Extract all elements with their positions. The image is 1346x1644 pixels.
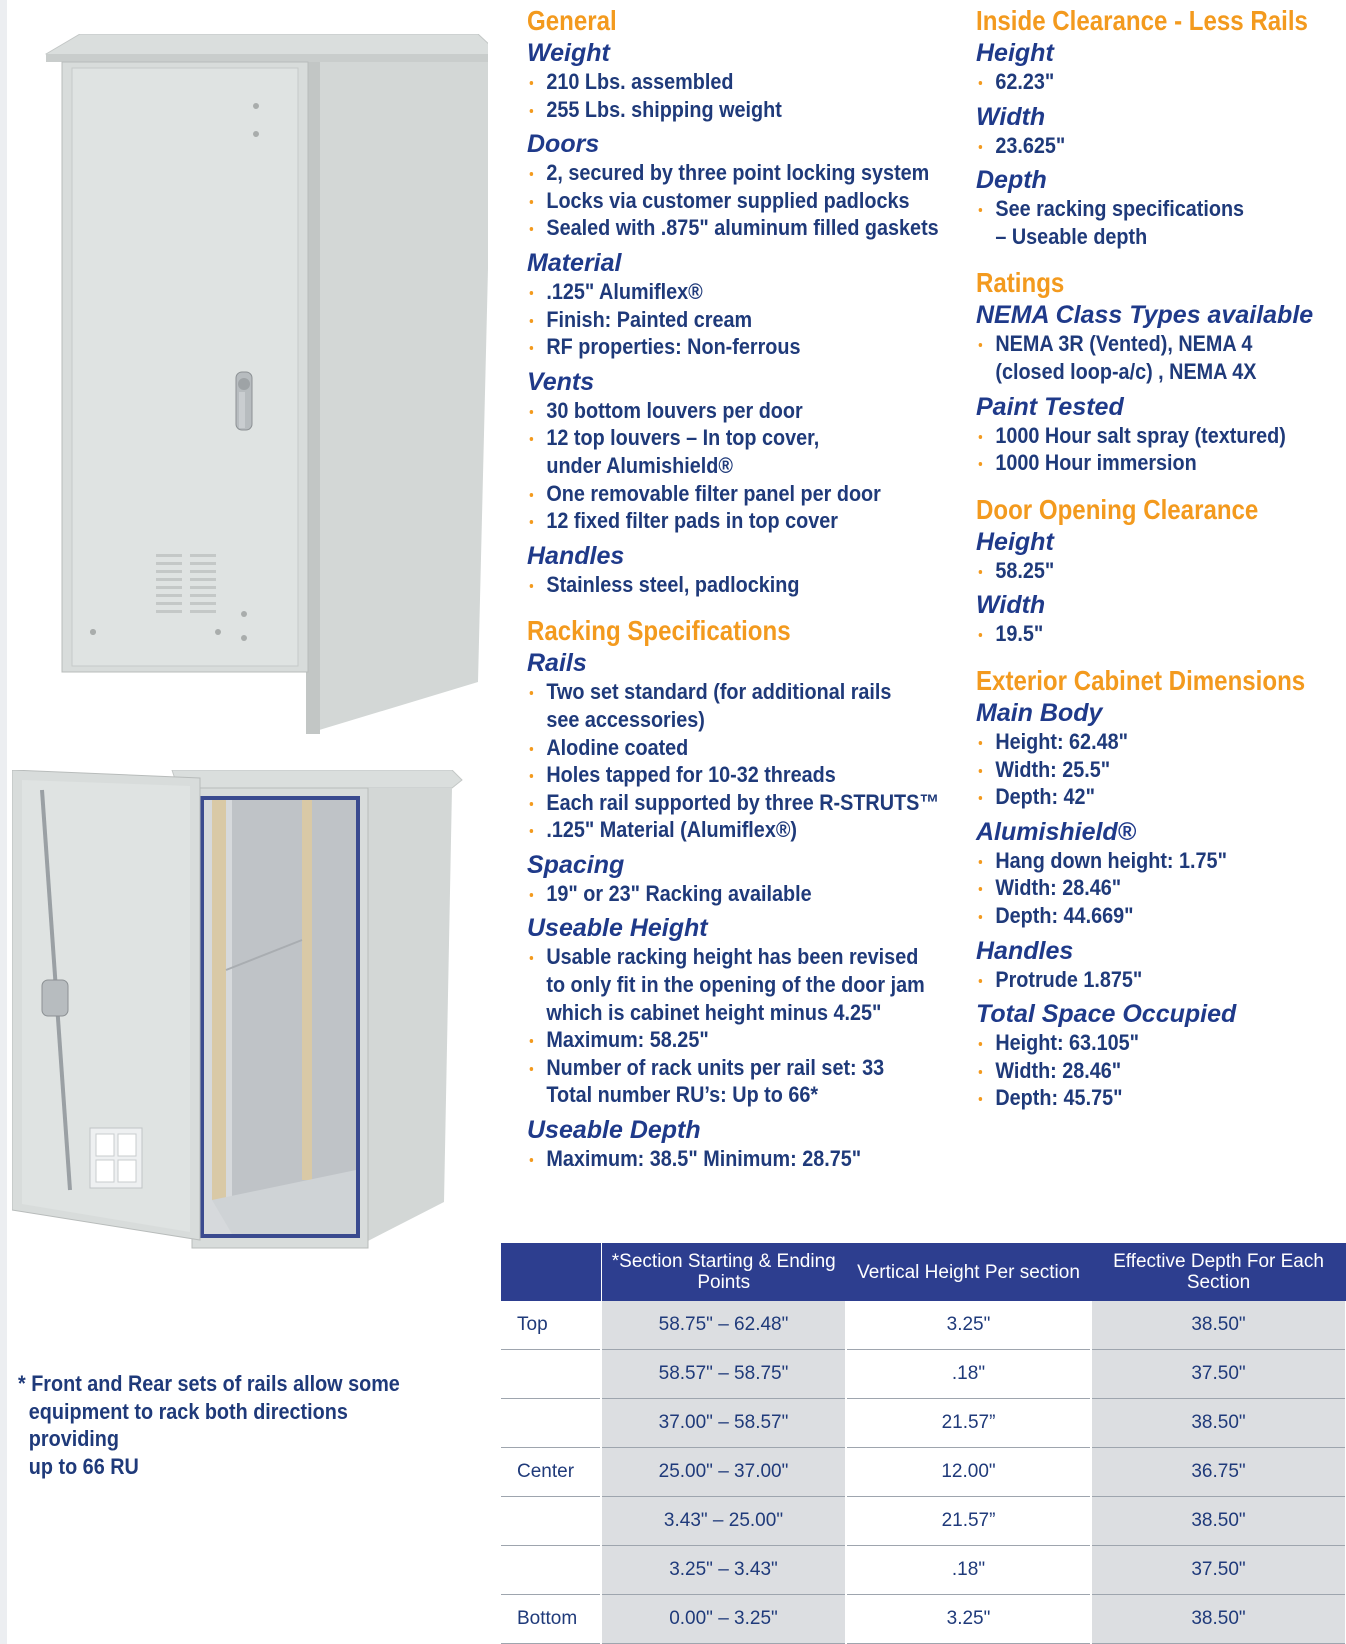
table-cell: 38.50" bbox=[1091, 1301, 1346, 1350]
table-row bbox=[501, 1350, 1346, 1399]
section-title: Door Opening Clearance bbox=[976, 493, 1259, 525]
spec-list bbox=[976, 330, 1346, 385]
section-title: General bbox=[527, 5, 617, 36]
table-cell: 36.75" bbox=[1091, 1448, 1346, 1497]
table-cell: 37.00" – 58.57" bbox=[601, 1399, 846, 1448]
spec-group-title: Material bbox=[527, 248, 622, 277]
spec-item-line: to only fit in the opening of the door jam bbox=[546, 972, 925, 998]
spec-group-title: Height bbox=[976, 527, 1054, 556]
table-cell: 38.50" bbox=[1091, 1595, 1346, 1644]
spec-item-line: Height: 63.105" bbox=[995, 1030, 1140, 1056]
spec-item bbox=[976, 557, 1302, 585]
spec-group-title: Total Space Occupied bbox=[976, 1000, 1237, 1029]
spec-item bbox=[527, 214, 939, 242]
spec-item-line: Width: 25.5" bbox=[995, 756, 1111, 782]
table-row bbox=[501, 1595, 1346, 1644]
spec-item bbox=[976, 966, 1302, 994]
spec-list bbox=[976, 966, 1346, 994]
spec-item bbox=[976, 756, 1302, 784]
spec-item bbox=[976, 1057, 1302, 1085]
spec-item bbox=[527, 159, 930, 187]
spec-item-line: 12 fixed filter pads in top cover bbox=[546, 508, 838, 534]
table-cell: 38.50" bbox=[1091, 1399, 1346, 1448]
spec-group-height bbox=[976, 38, 1346, 96]
table-cell: 38.50" bbox=[1091, 1497, 1346, 1546]
table-row bbox=[501, 1546, 1346, 1595]
spec-group-nema-class-types-available bbox=[976, 300, 1346, 385]
spec-item bbox=[527, 734, 914, 762]
spec-item-line: 210 Lbs. assembled bbox=[546, 69, 734, 94]
table-cell: 12.00" bbox=[846, 1448, 1091, 1497]
spec-item-line: Maximum: 38.5" Minimum: 28.75" bbox=[546, 1146, 862, 1172]
table-cell: 37.50" bbox=[1091, 1350, 1346, 1399]
spec-item-line: Total number RU’s: Up to 66* bbox=[546, 1082, 819, 1108]
spec-item bbox=[527, 480, 914, 508]
right-column bbox=[976, 4, 1346, 1118]
spec-group-title: Useable Height bbox=[527, 914, 708, 943]
spec-item-line: Width: 28.46" bbox=[995, 875, 1122, 901]
spec-item-line: 2, secured by three point locking system bbox=[546, 160, 930, 186]
spec-group-width bbox=[976, 590, 1346, 648]
spec-item-line: Sealed with .875" aluminum filled gaskets bbox=[546, 215, 939, 241]
spec-item bbox=[976, 874, 1302, 902]
spec-item-line: Stainless steel, padlocking bbox=[546, 571, 800, 597]
section-title: Ratings bbox=[976, 267, 1065, 299]
spec-item-line: Height: 62.48" bbox=[995, 728, 1128, 754]
spec-item bbox=[976, 195, 1302, 250]
spec-group-useable-height bbox=[527, 913, 967, 1109]
spec-item bbox=[976, 902, 1302, 930]
spec-group-title: Main Body bbox=[976, 698, 1103, 727]
section-title: Inside Clearance - Less Rails bbox=[976, 5, 1308, 36]
spec-group-depth bbox=[976, 165, 1346, 250]
table-header bbox=[501, 1243, 601, 1301]
spec-group-height bbox=[976, 527, 1346, 585]
spec-group-alumishield bbox=[976, 817, 1346, 930]
spec-item bbox=[527, 880, 914, 908]
exterior-dimensions-section bbox=[976, 664, 1346, 1112]
door-opening-section bbox=[976, 493, 1346, 648]
spec-list bbox=[976, 847, 1346, 930]
spec-item-line: Each rail supported by three R-STRUTS™ bbox=[546, 789, 940, 815]
spec-item-line: One removable filter panel per door bbox=[546, 480, 881, 506]
spec-group-title: Height bbox=[976, 39, 1054, 67]
spec-group-handles bbox=[527, 541, 967, 599]
row-label: Center bbox=[501, 1448, 601, 1497]
spec-list bbox=[527, 678, 967, 844]
row-label bbox=[501, 1497, 601, 1546]
spec-item bbox=[527, 1026, 914, 1054]
spec-group-material bbox=[527, 248, 967, 361]
spec-group-title: Handles bbox=[976, 936, 1074, 965]
spec-list bbox=[976, 557, 1346, 585]
spec-item-line: Usable racking height has been revised bbox=[546, 944, 919, 970]
spec-item-line: 255 Lbs. shipping weight bbox=[546, 96, 782, 122]
spec-item bbox=[527, 571, 914, 599]
row-label bbox=[501, 1399, 601, 1448]
table-row bbox=[501, 1448, 1346, 1497]
spec-group-weight bbox=[527, 38, 967, 123]
spec-item bbox=[976, 1084, 1302, 1112]
spec-list bbox=[527, 397, 967, 535]
spec-item bbox=[527, 68, 914, 96]
spec-list bbox=[976, 132, 1346, 160]
spec-list bbox=[976, 195, 1346, 250]
spec-group-title: Alumishield® bbox=[976, 817, 1137, 846]
spec-item-line: Locks via customer supplied padlocks bbox=[546, 187, 910, 213]
spec-group-title: Useable Depth bbox=[527, 1116, 701, 1145]
spec-item-line: Depth: 44.669" bbox=[995, 902, 1134, 928]
table-cell: 3.25" bbox=[846, 1301, 1091, 1350]
spec-item-line: Finish: Painted cream bbox=[546, 306, 753, 332]
spec-group-title: Depth bbox=[976, 166, 1047, 195]
spec-item-line: 1000 Hour salt spray (textured) bbox=[995, 422, 1286, 448]
spec-item bbox=[527, 943, 925, 1026]
table-cell: 3.43" – 25.00" bbox=[601, 1497, 846, 1546]
spec-item bbox=[976, 728, 1302, 756]
spec-item bbox=[527, 816, 914, 844]
spec-item bbox=[976, 620, 1302, 648]
spec-item bbox=[976, 847, 1302, 875]
spec-group-title: Paint Tested bbox=[976, 392, 1124, 421]
spec-group-rails bbox=[527, 648, 967, 844]
spec-item bbox=[527, 187, 914, 215]
spec-item bbox=[527, 507, 914, 535]
racking-section bbox=[527, 614, 967, 1172]
spec-item bbox=[976, 132, 1302, 160]
table-cell: 0.00" – 3.25" bbox=[601, 1595, 846, 1644]
spec-item-line: 62.23" bbox=[995, 69, 1055, 94]
spec-item-line: .125" Material (Alumiflex®) bbox=[546, 817, 798, 843]
open-cabinet-image bbox=[12, 770, 472, 1260]
spec-group-title: Handles bbox=[527, 541, 625, 570]
spec-group-title: Vents bbox=[527, 367, 595, 396]
spec-list bbox=[976, 1029, 1346, 1112]
spec-item bbox=[527, 761, 914, 789]
spec-item-line: RF properties: Non-ferrous bbox=[546, 334, 801, 360]
spec-item-line: .125" Alumiflex® bbox=[546, 278, 703, 304]
footnote-line: equipment to rack both directions providing bbox=[28, 1398, 348, 1451]
table-row bbox=[501, 1301, 1346, 1350]
spec-group-total-space-occupied bbox=[976, 999, 1346, 1112]
spec-item bbox=[527, 306, 914, 334]
table-header: *Section Starting & Ending Points bbox=[601, 1243, 846, 1301]
spec-item bbox=[527, 278, 914, 306]
spec-item-line: 1000 Hour immersion bbox=[995, 450, 1197, 476]
spec-item-line: under Alumishield® bbox=[546, 452, 733, 478]
spec-list bbox=[976, 422, 1346, 477]
spec-list bbox=[527, 943, 967, 1109]
table-header: Vertical Height Per section bbox=[846, 1243, 1091, 1301]
spec-group-handles bbox=[976, 936, 1346, 994]
inside-clearance-section bbox=[976, 4, 1346, 250]
spec-list bbox=[527, 68, 967, 123]
spec-item-line: See racking specifications bbox=[995, 196, 1245, 222]
spec-group-title: Rails bbox=[527, 649, 587, 678]
spec-item-line: which is cabinet height minus 4.25" bbox=[546, 999, 882, 1025]
spec-item bbox=[976, 68, 1302, 96]
spec-group-title: Weight bbox=[527, 39, 610, 67]
middle-column bbox=[527, 4, 967, 1179]
table-row bbox=[501, 1497, 1346, 1546]
spec-list bbox=[527, 159, 967, 242]
table-row bbox=[501, 1399, 1346, 1448]
spec-item-line: 58.25" bbox=[995, 557, 1055, 583]
spec-item bbox=[527, 424, 914, 479]
spec-item-line: NEMA 3R (Vented), NEMA 4 bbox=[995, 331, 1253, 357]
spec-item-line: 19.5" bbox=[995, 621, 1044, 647]
spec-item-line: 30 bottom louvers per door bbox=[546, 397, 803, 423]
spec-item bbox=[976, 422, 1302, 450]
spec-item bbox=[527, 1054, 914, 1109]
spec-item-line: Depth: 42" bbox=[995, 784, 1095, 810]
spec-item-line: (closed loop-a/c) , NEMA 4X bbox=[995, 358, 1257, 384]
spec-list bbox=[527, 1145, 967, 1173]
spec-item bbox=[527, 96, 914, 124]
spec-list bbox=[527, 571, 967, 599]
spec-item-line: Maximum: 58.25" bbox=[546, 1027, 709, 1053]
spec-group-vents bbox=[527, 367, 967, 535]
spec-group-title: Width bbox=[976, 591, 1046, 620]
spec-group-title: NEMA Class Types available bbox=[976, 301, 1314, 330]
spec-item bbox=[976, 783, 1302, 811]
spec-item-line: – Useable depth bbox=[995, 223, 1148, 249]
spec-item bbox=[527, 333, 914, 361]
spec-list bbox=[976, 620, 1346, 648]
spec-group-title: Doors bbox=[527, 130, 600, 159]
row-label bbox=[501, 1546, 601, 1595]
table-cell: 3.25" – 3.43" bbox=[601, 1546, 846, 1595]
spec-item bbox=[527, 397, 914, 425]
spec-item bbox=[976, 1029, 1302, 1057]
spec-group-main-body bbox=[976, 698, 1346, 811]
spec-list bbox=[976, 68, 1346, 96]
spec-item-line: Number of rack units per rail set: 33 bbox=[546, 1054, 885, 1080]
table-cell: .18" bbox=[846, 1350, 1091, 1399]
table-cell: 21.57” bbox=[846, 1497, 1091, 1546]
spec-item bbox=[976, 449, 1302, 477]
spec-list bbox=[527, 880, 967, 908]
table-cell: 21.57” bbox=[846, 1399, 1091, 1448]
spec-item-line: Two set standard (for additional rails bbox=[546, 679, 892, 705]
row-label bbox=[501, 1350, 601, 1399]
spec-item-line: Width: 28.46" bbox=[995, 1057, 1122, 1083]
ratings-section bbox=[976, 266, 1346, 476]
left-edge-bar bbox=[0, 0, 7, 1644]
table-cell: 58.75" – 62.48" bbox=[601, 1301, 846, 1350]
spec-list bbox=[976, 728, 1346, 811]
spec-group-paint-tested bbox=[976, 392, 1346, 477]
spec-item-line: 19" or 23" Racking available bbox=[546, 880, 812, 906]
row-label: Bottom bbox=[501, 1595, 601, 1644]
section-title: Exterior Cabinet Dimensions bbox=[976, 664, 1306, 696]
spec-item-line: Protrude 1.875" bbox=[995, 966, 1143, 992]
table-cell: 37.50" bbox=[1091, 1546, 1346, 1595]
row-label: Top bbox=[501, 1301, 601, 1350]
spec-group-spacing bbox=[527, 850, 967, 908]
table-cell: .18" bbox=[846, 1546, 1091, 1595]
section-title: Racking Specifications bbox=[527, 615, 791, 647]
spec-item-line: 12 top louvers – In top cover, bbox=[546, 425, 820, 451]
spec-item-line: Alodine coated bbox=[546, 734, 689, 760]
spec-item bbox=[527, 1145, 914, 1173]
table-cell: 25.00" – 37.00" bbox=[601, 1448, 846, 1497]
closed-cabinet-image bbox=[38, 34, 488, 734]
spec-group-useable-depth bbox=[527, 1115, 967, 1173]
spec-item-line: 23.625" bbox=[995, 132, 1066, 158]
table-cell: 3.25" bbox=[846, 1595, 1091, 1644]
racking-sections-table bbox=[501, 1243, 1346, 1644]
spec-group-title: Width bbox=[976, 102, 1046, 131]
footnote-line: * Front and Rear sets of rails allow some bbox=[18, 1371, 400, 1396]
spec-item-line: Hang down height: 1.75" bbox=[995, 847, 1227, 873]
table-header: Effective Depth For Each Section bbox=[1091, 1243, 1346, 1301]
spec-list bbox=[527, 278, 967, 361]
general-section bbox=[527, 4, 967, 598]
spec-group-title: Spacing bbox=[527, 850, 625, 879]
spec-group-width bbox=[976, 102, 1346, 160]
table-cell: 58.57" – 58.75" bbox=[601, 1350, 846, 1399]
rails-footnote bbox=[18, 1370, 432, 1480]
spec-item bbox=[527, 678, 914, 733]
table-header-row bbox=[501, 1243, 1346, 1301]
spec-item-line: Holes tapped for 10-32 threads bbox=[546, 762, 836, 788]
spec-item-line: see accessories) bbox=[546, 706, 705, 732]
spec-item bbox=[976, 330, 1302, 385]
spec-item-line: Depth: 45.75" bbox=[995, 1085, 1123, 1111]
spec-group-doors bbox=[527, 129, 967, 242]
spec-item bbox=[527, 789, 940, 817]
footnote-line: up to 66 RU bbox=[28, 1453, 139, 1479]
